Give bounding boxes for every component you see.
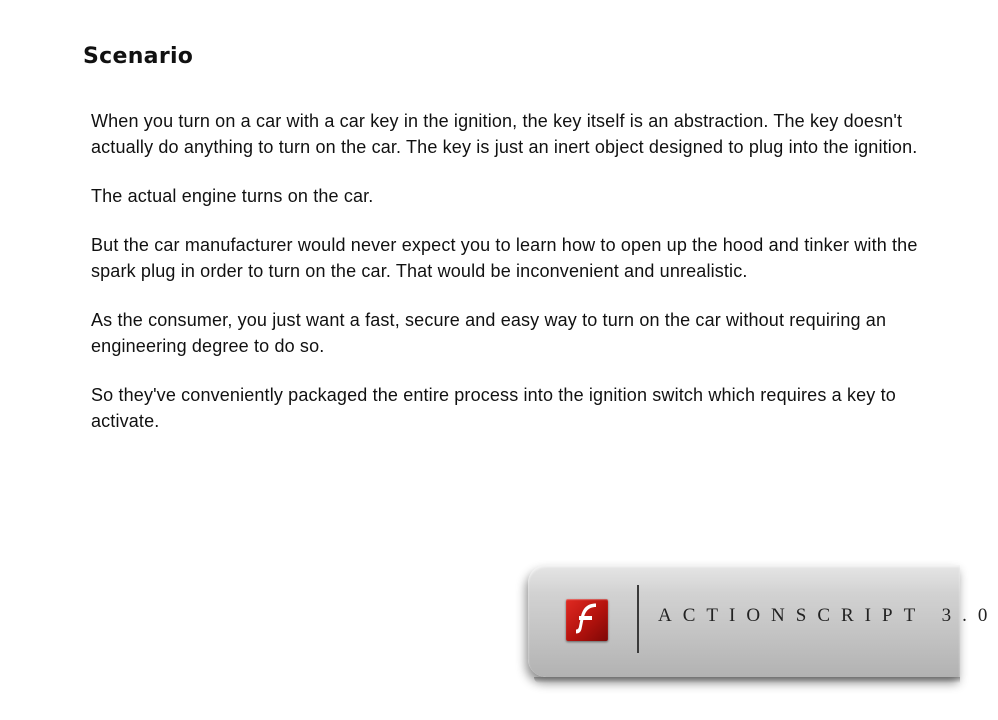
actionscript-logo-text: ACTIONSCRIPT 3.0 — [658, 605, 998, 626]
flash-logo-icon — [566, 599, 608, 641]
actionscript-banner — [528, 565, 998, 677]
banner-divider — [637, 585, 639, 653]
body-paragraph-4: As the consumer, you just want a fast, secure and easy way to turn on the car without requiring an engineering degree to do so. — [91, 310, 887, 356]
body-paragraph-3: But the car manufacturer would never expect you to learn how to open up the hood and tinker with the spark plug in order to turn on the car. That would be inconvenient and unrealistic. — [91, 235, 918, 281]
body-paragraph-5: So they've conveniently packaged the entire process into the ignition switch which requires a key to activate. — [91, 385, 896, 431]
slide-body — [91, 108, 951, 457]
slide-title: Scenario — [83, 44, 194, 69]
body-paragraph-2: The actual engine turns on the car. — [91, 186, 374, 206]
body-paragraph-1: When you turn on a car with a car key in the ignition, the key itself is an abstraction. The key doesn't actually do anything to turn on the car. The key is just an inert object designed to plug into the ignition. — [91, 111, 918, 157]
